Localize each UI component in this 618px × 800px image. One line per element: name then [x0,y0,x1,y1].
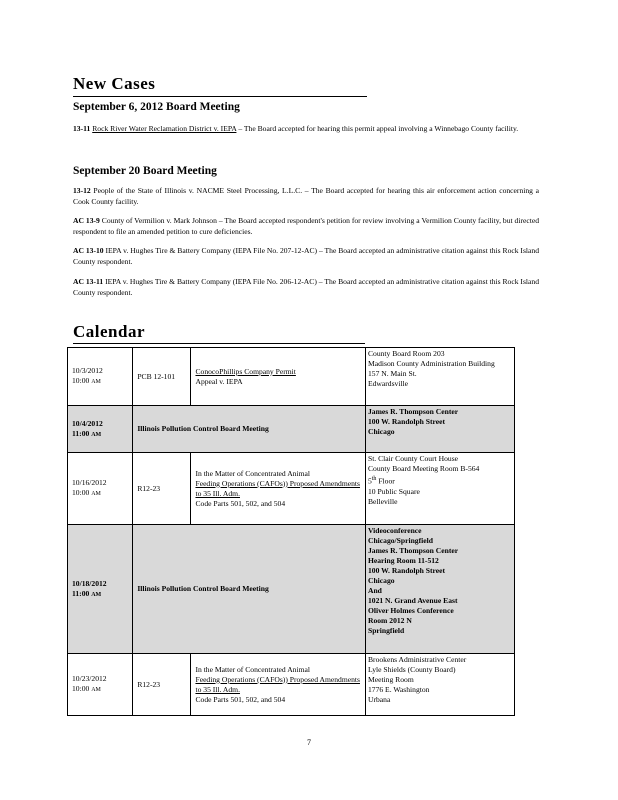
case-number: AC 13-9 [73,216,100,225]
location-line: Chicago [367,576,395,585]
case-number: AC 13-11 [73,277,104,286]
location-line: 100 W. Randolph Street [367,417,446,426]
floor-label: Floor [376,476,395,486]
meeting-title-cell: Illinois Pollution Control Board Meeting [133,406,366,453]
date-cell [68,525,133,654]
case-entry [73,216,539,237]
date: 10/4/2012 [72,418,103,428]
sept6-heading: September 6, 2012 Board Meeting [73,101,240,113]
location-line: Brookens Administrative Center [367,655,467,664]
location-line: And [367,586,382,595]
date: 10/18/2012 [72,578,107,588]
location-line: Belleville [367,496,398,506]
location-line: 1021 N. Grand Avenue East [367,596,458,605]
description-cell [191,348,366,406]
location-line: Springfield [367,626,405,635]
ampm: AM [91,379,101,385]
case-entry [73,124,539,135]
case-link[interactable]: Feeding Operations (CAFOs)) Proposed Amendments to 35 Ill. Adm. [195,674,360,694]
date: 10/3/2012 [72,366,103,375]
location-line: Lyle Shields (County Board) [367,665,456,674]
location-line: Meeting Room [367,675,414,684]
time: 10:00 [72,684,90,693]
location-line: Urbana [367,695,391,704]
location-cell [365,453,514,525]
location-line: Hearing Room 11-512 [367,556,439,565]
location-line: James R. Thompson Center [367,407,459,416]
case-text: IEPA v. Hughes Tire & Battery Company (IEPA File No. 206-12-AC) – The Board accepted an administrative citation against this Rock Island County respondent. [73,277,539,297]
case-entry [73,277,539,298]
table-row [68,453,515,525]
time: 11:00 [72,588,90,598]
time: 10:00 [72,376,90,385]
description-text: Code Parts 501, 502, and 504 [195,498,286,508]
date-cell [68,348,133,406]
location-line: Room 2012 N [367,616,412,625]
location-cell [365,654,514,716]
date: 10/16/2012 [72,478,107,487]
page-number: 7 [307,738,311,747]
meeting-title-cell: Illinois Pollution Control Board Meeting [133,525,366,654]
ampm: AM [91,591,102,598]
location-line: Chicago [367,427,395,436]
case-link[interactable]: Rock River Water Reclamation District v. IEPA [92,124,237,133]
location-line: Edwardsville [367,379,409,388]
floor-number: 5 [367,476,372,486]
floor-suffix: th [371,476,377,482]
location-line: James R. Thompson Center [367,546,459,555]
case-text: People of the State of Illinois v. NACME Steel Processing, L.L.C. – The Board accepted for hearing this air enforcement action concerning a Cook County facility. [73,186,539,206]
description-text: In the Matter of Concentrated Animal [195,468,310,478]
date: 10/23/2012 [72,674,107,683]
ampm: AM [91,687,101,693]
location-line: Oliver Holmes Conference [367,606,454,615]
date-cell [68,654,133,716]
time: 11:00 [72,428,90,438]
location-line: Chicago/Springfield [367,536,433,545]
table-row [68,525,515,654]
location-line: County Board Room 203 [367,349,445,358]
ampm: AM [91,491,101,497]
table-row [68,406,515,453]
location-cell [365,348,514,406]
description-text: Appeal v. IEPA [195,376,243,386]
case-number: AC 13-10 [73,246,104,255]
location-line: County Board Meeting Room B-564 [367,464,480,473]
case-text: IEPA v. Hughes Tire & Battery Company (IEPA File No. 207-12-AC) – The Board accepted an administrative citation against this Rock Island County respondent. [73,246,539,266]
ampm: AM [91,431,102,438]
time: 10:00 [72,488,90,497]
case-text: – The Board accepted for hearing this permit appeal involving a Winnebago County facility. [236,124,519,133]
location-line: Madison County Administration Building [367,359,495,368]
sept20-heading: September 20 Board Meeting [73,165,217,177]
case-cell: R12-23 [133,654,191,716]
case-number: 13-11 [73,124,91,133]
location-line: 100 W. Randolph Street [367,566,446,575]
calendar-table [67,347,515,716]
case-text: County of Vermilion v. Mark Johnson – The Board accepted respondent's petition for review involving a Vermilion County facility, but directed respondent to file an amended petition to cure deficiencies. [73,216,539,236]
description-text: In the Matter of Concentrated Animal [195,664,310,674]
case-cell: PCB 12-101 [133,348,191,406]
location-cell [365,406,514,453]
case-number: 13-12 [73,186,91,195]
location-cell [365,525,514,654]
description-cell [191,654,366,716]
new-cases-heading: New Cases [73,74,156,93]
case-link[interactable]: Feeding Operations (CAFOs)) Proposed Amendments to 35 Ill. Adm. [195,478,360,498]
new-cases-rule [73,96,367,97]
case-cell: R12-23 [133,453,191,525]
case-link[interactable]: ConocoPhillips Company Permit [195,366,296,376]
location-line: Videoconference [367,526,422,535]
case-entry [73,186,539,207]
calendar-heading: Calendar [73,322,145,341]
case-entry [73,246,539,267]
date-cell [68,406,133,453]
description-text: Code Parts 501, 502, and 504 [195,694,286,704]
calendar-rule [73,343,365,344]
table-row [68,348,515,406]
location-line: 157 N. Main St. [367,369,417,378]
location-line [368,474,512,487]
table-row [68,654,515,716]
description-cell [191,453,366,525]
location-line: 1776 E. Washington [367,685,430,694]
date-cell [68,453,133,525]
location-line: 10 Public Square [367,486,420,496]
location-line: St. Clair County Court House [367,454,459,463]
